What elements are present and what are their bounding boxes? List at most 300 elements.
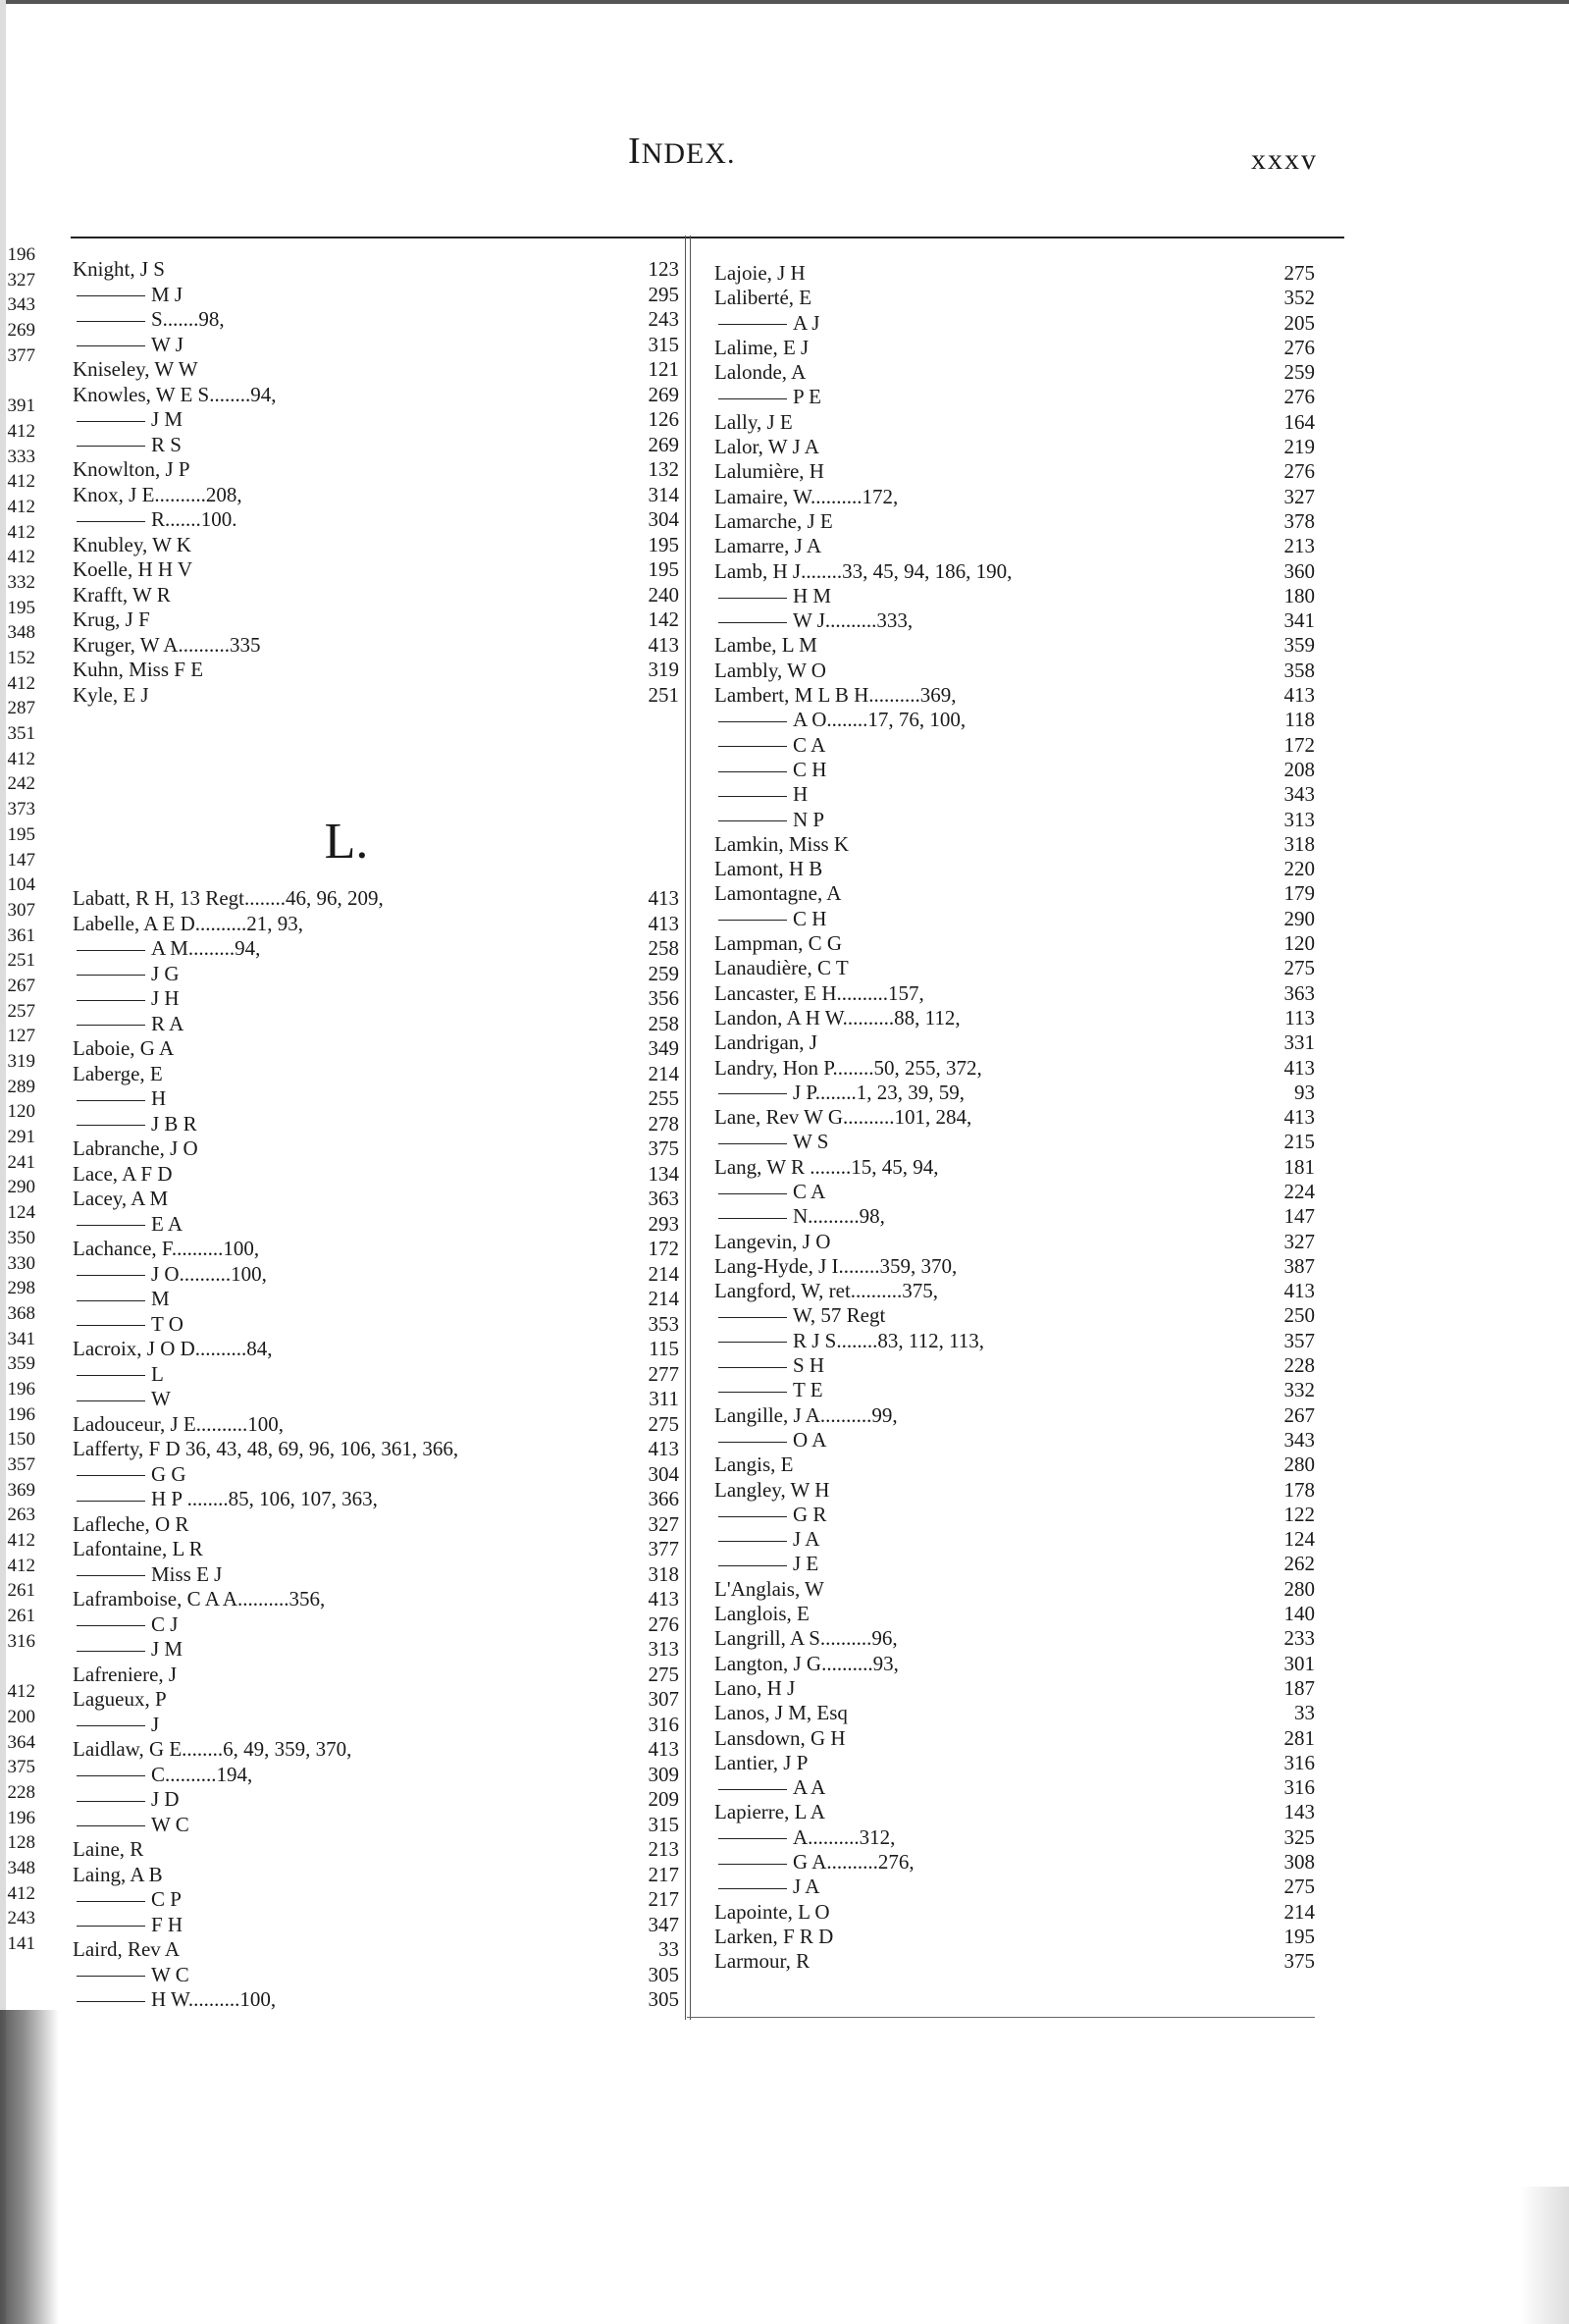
index-entry bbox=[73, 1987, 679, 2013]
index-entry bbox=[714, 1452, 1315, 1477]
index-entry bbox=[73, 1537, 679, 1562]
index-entry bbox=[73, 886, 679, 912]
entry-page-ref: 358 bbox=[1283, 658, 1315, 682]
margin-number: 241 bbox=[7, 1151, 35, 1173]
entry-page-ref: 363 bbox=[1283, 980, 1315, 1005]
sub-entry-name: A M.........94, bbox=[73, 936, 624, 962]
entry-page-ref: 275 bbox=[1283, 956, 1315, 980]
index-entry bbox=[714, 261, 1315, 286]
index-entry bbox=[73, 1036, 679, 1062]
index-entry bbox=[714, 1775, 1315, 1800]
entry-name: Lajoie, J H bbox=[714, 261, 806, 285]
index-entry bbox=[73, 1813, 679, 1838]
margin-number: 327 bbox=[7, 269, 35, 290]
entry-page-ref: 315 bbox=[648, 332, 679, 356]
index-entry bbox=[714, 1577, 1315, 1602]
index-entry bbox=[73, 1763, 679, 1788]
entry-page-ref: 413 bbox=[648, 886, 679, 910]
entry-page-ref: 215 bbox=[1283, 1130, 1315, 1154]
entry-page-ref: 228 bbox=[1283, 1353, 1315, 1378]
index-entry bbox=[73, 333, 679, 358]
sub-entry-name: H M bbox=[714, 584, 1260, 608]
index-entry bbox=[73, 1663, 679, 1688]
entry-name: Lace, A F D bbox=[73, 1161, 173, 1186]
entry-page-ref: 327 bbox=[648, 1511, 679, 1536]
margin-number: 412 bbox=[7, 1882, 35, 1904]
entry-name: Langlois, E bbox=[714, 1602, 810, 1626]
margin-number bbox=[0, 368, 35, 394]
entry-page-ref: 307 bbox=[648, 1687, 679, 1711]
entry-page-ref: 140 bbox=[1283, 1602, 1315, 1626]
entry-page-ref: 259 bbox=[1283, 360, 1315, 385]
page-title-rest: NDEX. bbox=[641, 137, 736, 170]
margin-number: 348 bbox=[7, 1858, 35, 1878]
entry-name: Lalumière, H bbox=[714, 459, 824, 484]
sub-entry-name: J G bbox=[73, 962, 624, 987]
margin-number: 369 bbox=[7, 1479, 35, 1501]
entry-name: Laird, Rev A bbox=[73, 1937, 181, 1961]
left-block-l bbox=[73, 886, 679, 2013]
margin-number: 243 bbox=[7, 1908, 35, 1929]
sub-entry-name: H bbox=[714, 782, 1260, 807]
entry-page-ref: 243 bbox=[648, 307, 679, 331]
entry-page-ref: 195 bbox=[1283, 1924, 1315, 1948]
index-entry bbox=[73, 1162, 679, 1188]
index-entry bbox=[73, 1512, 679, 1538]
index-entry bbox=[73, 1312, 679, 1338]
index-entry bbox=[714, 881, 1315, 906]
entry-name: Langis, E bbox=[714, 1452, 794, 1477]
index-entry bbox=[73, 1412, 679, 1438]
index-entry bbox=[714, 1850, 1315, 1875]
sub-entry-name: J B R bbox=[73, 1112, 624, 1137]
sub-entry-name: J M bbox=[73, 407, 624, 433]
sub-entry-name: R S bbox=[73, 433, 624, 458]
entry-page-ref: 316 bbox=[1283, 1750, 1315, 1774]
entry-page-ref: 316 bbox=[1283, 1775, 1315, 1800]
entry-page-ref: 413 bbox=[648, 911, 679, 935]
entry-page-ref: 276 bbox=[1283, 335, 1315, 359]
index-entry bbox=[714, 1503, 1315, 1527]
margin-number: 307 bbox=[7, 899, 35, 921]
entry-page-ref: 327 bbox=[1283, 484, 1315, 508]
index-entry bbox=[73, 1086, 679, 1112]
margin-number: 316 bbox=[7, 1630, 35, 1652]
margin-number: 124 bbox=[7, 1202, 35, 1224]
index-entry bbox=[714, 782, 1315, 807]
entry-page-ref: 113 bbox=[1284, 1005, 1315, 1030]
entry-page-ref: 121 bbox=[648, 357, 679, 381]
index-entry bbox=[714, 1949, 1315, 1974]
entry-page-ref: 363 bbox=[648, 1187, 679, 1210]
margin-number: 343 bbox=[7, 294, 35, 316]
margin-number bbox=[0, 1655, 35, 1680]
entry-name: Lamaire, W..........172, bbox=[714, 484, 899, 508]
sub-entry-name: R.......100. bbox=[73, 507, 624, 533]
entry-page-ref: 269 bbox=[648, 432, 679, 456]
entry-name: Lanos, J M, Esq bbox=[714, 1701, 848, 1725]
entry-name: Kniseley, W W bbox=[73, 357, 198, 381]
entry-name: Lamont, H B bbox=[714, 857, 823, 881]
sub-entry-name: C..........194, bbox=[73, 1763, 624, 1788]
sub-entry-name: C A bbox=[714, 1180, 1260, 1204]
entry-name: Lapointe, L O bbox=[714, 1899, 830, 1924]
entry-page-ref: 120 bbox=[1283, 931, 1315, 956]
entry-name: Landon, A H W..........88, 112, bbox=[714, 1005, 961, 1030]
index-entry bbox=[714, 1204, 1315, 1229]
margin-number: 412 bbox=[7, 420, 35, 442]
entry-name: Laberge, E bbox=[73, 1061, 163, 1085]
index-entry bbox=[714, 1652, 1315, 1676]
index-entry bbox=[73, 1612, 679, 1638]
index-entry bbox=[73, 607, 679, 633]
index-entry bbox=[73, 483, 679, 508]
index-entry bbox=[73, 658, 679, 683]
entry-name: Lampman, C G bbox=[714, 931, 843, 956]
index-entry bbox=[714, 459, 1315, 484]
entry-page-ref: 275 bbox=[648, 1411, 679, 1436]
sub-entry-name: C H bbox=[714, 758, 1260, 782]
entry-page-ref: 311 bbox=[649, 1387, 679, 1410]
index-entry bbox=[714, 1105, 1315, 1130]
entry-page-ref: 180 bbox=[1283, 583, 1315, 607]
entry-page-ref: 142 bbox=[648, 607, 679, 631]
entry-name: Lalime, E J bbox=[714, 335, 810, 359]
margin-number: 341 bbox=[7, 1328, 35, 1349]
entry-page-ref: 356 bbox=[648, 986, 679, 1010]
entry-page-ref: 213 bbox=[1283, 534, 1315, 558]
entry-name: Knight, J S bbox=[73, 257, 165, 281]
margin-number: 412 bbox=[7, 748, 35, 769]
margin-number: 350 bbox=[7, 1227, 35, 1248]
margin-number: 412 bbox=[7, 471, 35, 493]
entry-page-ref: 413 bbox=[1283, 1279, 1315, 1303]
index-entry bbox=[714, 633, 1315, 658]
entry-name: Lancaster, E H..........157, bbox=[714, 980, 924, 1005]
header-rule bbox=[71, 237, 1344, 238]
entry-page-ref: 313 bbox=[648, 1637, 679, 1661]
index-entry bbox=[73, 1737, 679, 1763]
sub-entry-name: H W..........100, bbox=[73, 1987, 624, 2013]
margin-number: 412 bbox=[7, 1555, 35, 1576]
index-entry bbox=[714, 808, 1315, 832]
index-entry bbox=[73, 1863, 679, 1888]
entry-name: Lambly, W O bbox=[714, 658, 826, 682]
index-entry bbox=[714, 485, 1315, 509]
margin-number: 290 bbox=[7, 1177, 35, 1198]
index-entry bbox=[714, 956, 1315, 980]
entry-page-ref: 413 bbox=[1283, 683, 1315, 708]
entry-name: Lagueux, P bbox=[73, 1687, 167, 1711]
index-entry bbox=[714, 907, 1315, 931]
entry-page-ref: 126 bbox=[648, 407, 679, 431]
entry-page-ref: 275 bbox=[1283, 261, 1315, 285]
index-entry bbox=[714, 708, 1315, 732]
entry-page-ref: 413 bbox=[1283, 1105, 1315, 1130]
index-entry bbox=[714, 584, 1315, 608]
index-entry bbox=[714, 311, 1315, 336]
margin-number: 152 bbox=[7, 648, 35, 668]
sub-entry-name: N..........98, bbox=[714, 1204, 1260, 1229]
sub-entry-name: P E bbox=[714, 385, 1260, 409]
entry-name: Langrill, A S..........96, bbox=[714, 1626, 898, 1651]
sub-entry-name: O A bbox=[714, 1428, 1260, 1452]
section-letter-heading: L. bbox=[324, 814, 369, 870]
entry-name: Kruger, W A..........335 bbox=[73, 632, 261, 657]
entry-name: Lafontaine, L R bbox=[73, 1537, 203, 1560]
sub-entry-name: C H bbox=[714, 907, 1260, 931]
entry-page-ref: 305 bbox=[648, 1987, 679, 2011]
entry-name: Laing, A B bbox=[73, 1862, 163, 1886]
entry-page-ref: 220 bbox=[1283, 857, 1315, 881]
entry-name: Knowlton, J P bbox=[73, 457, 190, 481]
index-entry bbox=[714, 1180, 1315, 1204]
margin-number: 348 bbox=[7, 622, 35, 644]
entry-name: Lang, W R ........15, 45, 94, bbox=[714, 1154, 939, 1179]
entry-name: Labatt, R H, 13 Regt........46, 96, 209, bbox=[73, 886, 384, 910]
index-entry bbox=[714, 1626, 1315, 1651]
entry-name: Langevin, J O bbox=[714, 1229, 831, 1253]
entry-page-ref: 318 bbox=[648, 1561, 679, 1586]
margin-number: 261 bbox=[7, 1606, 35, 1627]
entry-name: Labelle, A E D..........21, 93, bbox=[73, 911, 304, 935]
binding-shadow bbox=[0, 2010, 59, 2324]
index-entry bbox=[714, 1006, 1315, 1030]
entry-page-ref: 276 bbox=[1283, 459, 1315, 484]
page-number: xxxv bbox=[1251, 143, 1318, 176]
entry-name: Lambert, M L B H..........369, bbox=[714, 683, 957, 708]
entry-name: Lamontagne, A bbox=[714, 881, 842, 906]
margin-number: 373 bbox=[7, 799, 35, 820]
index-entry bbox=[714, 832, 1315, 857]
entry-page-ref: 309 bbox=[648, 1762, 679, 1786]
page-corner-shadow bbox=[1520, 2187, 1569, 2324]
index-entry bbox=[714, 1230, 1315, 1254]
sub-entry-name: C P bbox=[73, 1887, 624, 1913]
margin-number: 361 bbox=[7, 924, 35, 946]
entry-page-ref: 280 bbox=[1283, 1452, 1315, 1477]
margin-number: 261 bbox=[7, 1580, 35, 1602]
index-entry bbox=[73, 1587, 679, 1612]
margin-number: 267 bbox=[7, 975, 35, 996]
index-entry bbox=[73, 383, 679, 408]
index-entry bbox=[714, 1353, 1315, 1378]
margin-number: 147 bbox=[7, 849, 35, 871]
margin-number: 228 bbox=[7, 1781, 35, 1803]
entry-name: Lalonde, A bbox=[714, 360, 807, 385]
index-entry bbox=[714, 1701, 1315, 1725]
entry-page-ref: 313 bbox=[1283, 807, 1315, 831]
index-entry bbox=[73, 912, 679, 937]
entry-page-ref: 343 bbox=[1283, 782, 1315, 807]
sub-entry-name: J M bbox=[73, 1637, 624, 1663]
entry-page-ref: 214 bbox=[1283, 1899, 1315, 1924]
entry-page-ref: 293 bbox=[648, 1211, 679, 1236]
entry-page-ref: 187 bbox=[1283, 1675, 1315, 1700]
index-entry bbox=[714, 608, 1315, 633]
entry-page-ref: 359 bbox=[1283, 633, 1315, 658]
entry-name: Kuhn, Miss F E bbox=[73, 658, 204, 681]
margin-number: 412 bbox=[7, 521, 35, 543]
entry-name: Lachance, F..........100, bbox=[73, 1237, 260, 1260]
index-entry bbox=[73, 962, 679, 987]
entry-name: Lapierre, L A bbox=[714, 1800, 825, 1824]
entry-page-ref: 375 bbox=[1283, 1949, 1315, 1974]
margin-number: 375 bbox=[7, 1757, 35, 1778]
entry-page-ref: 304 bbox=[648, 507, 679, 531]
entry-page-ref: 214 bbox=[648, 1287, 679, 1310]
entry-name: Krug, J F bbox=[73, 607, 150, 631]
entry-page-ref: 278 bbox=[648, 1111, 679, 1136]
index-entry bbox=[714, 1403, 1315, 1428]
index-entry bbox=[714, 733, 1315, 758]
sub-entry-name: E A bbox=[73, 1212, 624, 1238]
entry-page-ref: 208 bbox=[1283, 757, 1315, 781]
sub-entry-name: W J..........333, bbox=[714, 608, 1260, 633]
index-entry bbox=[73, 433, 679, 458]
sub-entry-name: C J bbox=[73, 1612, 624, 1638]
index-entry bbox=[73, 1487, 679, 1512]
entry-page-ref: 33 bbox=[1294, 1701, 1315, 1725]
index-entry bbox=[73, 1963, 679, 1988]
index-entry bbox=[714, 981, 1315, 1006]
margin-number: 127 bbox=[7, 1026, 35, 1047]
entry-page-ref: 251 bbox=[648, 682, 679, 707]
margin-number: 319 bbox=[7, 1051, 35, 1072]
index-entry bbox=[73, 557, 679, 583]
index-entry bbox=[714, 1527, 1315, 1552]
margin-number: 196 bbox=[7, 244, 35, 265]
margin-number: 412 bbox=[7, 547, 35, 568]
entry-page-ref: 118 bbox=[1284, 708, 1315, 732]
sub-entry-name: T E bbox=[714, 1378, 1260, 1402]
entry-page-ref: 224 bbox=[1283, 1179, 1315, 1203]
entry-page-ref: 269 bbox=[648, 382, 679, 406]
sub-entry-name: C A bbox=[714, 733, 1260, 758]
entry-name: Koelle, H H V bbox=[73, 557, 193, 581]
margin-number: 251 bbox=[7, 950, 35, 972]
margin-number: 195 bbox=[7, 823, 35, 845]
margin-number: 298 bbox=[7, 1278, 35, 1299]
column-divider bbox=[685, 236, 691, 2020]
entry-page-ref: 164 bbox=[1283, 409, 1315, 434]
index-entry bbox=[73, 1562, 679, 1588]
entry-page-ref: 295 bbox=[648, 282, 679, 306]
entry-name: Lafleche, O R bbox=[73, 1511, 189, 1536]
sub-entry-name: N P bbox=[714, 808, 1260, 832]
index-entry bbox=[73, 1787, 679, 1813]
entry-page-ref: 123 bbox=[648, 257, 679, 281]
entry-page-ref: 172 bbox=[1283, 732, 1315, 757]
margin-number: 128 bbox=[7, 1832, 35, 1854]
index-entry bbox=[73, 683, 679, 709]
index-entry bbox=[73, 1136, 679, 1162]
sub-entry-name: W C bbox=[73, 1813, 624, 1838]
margin-number: 200 bbox=[7, 1706, 35, 1727]
entry-name: Lamb, H J........33, 45, 94, 186, 190, bbox=[714, 558, 1013, 583]
entry-page-ref: 275 bbox=[648, 1662, 679, 1686]
index-entry bbox=[73, 283, 679, 308]
margin-number: 242 bbox=[7, 773, 35, 795]
sub-entry-name: T O bbox=[73, 1312, 624, 1338]
index-entry bbox=[73, 1462, 679, 1488]
margin-number: 196 bbox=[7, 1378, 35, 1400]
margin-number: 196 bbox=[7, 1807, 35, 1828]
index-entry bbox=[73, 1187, 679, 1212]
entry-page-ref: 314 bbox=[648, 482, 679, 506]
entry-page-ref: 413 bbox=[648, 632, 679, 657]
index-entry bbox=[714, 435, 1315, 459]
entry-page-ref: 134 bbox=[648, 1161, 679, 1186]
index-entry bbox=[73, 257, 679, 283]
entry-page-ref: 366 bbox=[648, 1487, 679, 1510]
entry-page-ref: 290 bbox=[1283, 906, 1315, 930]
margin-number: 364 bbox=[7, 1731, 35, 1753]
entry-page-ref: 331 bbox=[1283, 1030, 1315, 1055]
entry-name: Ladouceur, J E..........100, bbox=[73, 1411, 284, 1436]
index-entry bbox=[73, 1362, 679, 1388]
entry-name: Langford, W, ret..........375, bbox=[714, 1279, 939, 1303]
margin-number: 357 bbox=[7, 1454, 35, 1475]
entry-name: Landrigan, J bbox=[714, 1030, 817, 1055]
sub-entry-name: J O..........100, bbox=[73, 1262, 624, 1288]
index-entry bbox=[73, 1913, 679, 1938]
index-entry bbox=[714, 1056, 1315, 1081]
entry-page-ref: 276 bbox=[1283, 385, 1315, 409]
index-entry bbox=[714, 1030, 1315, 1055]
index-entry bbox=[714, 286, 1315, 310]
entry-name: Lafferty, F D 36, 43, 48, 69, 96, 106, 361, 366, bbox=[73, 1437, 459, 1460]
entry-name: Lacey, A M bbox=[73, 1187, 169, 1210]
entry-name: Kyle, E J bbox=[73, 682, 149, 707]
entry-page-ref: 143 bbox=[1283, 1800, 1315, 1824]
entry-page-ref: 341 bbox=[1283, 608, 1315, 633]
entry-page-ref: 195 bbox=[648, 532, 679, 556]
entry-name: Knowles, W E S........94, bbox=[73, 382, 277, 406]
entry-page-ref: 315 bbox=[648, 1812, 679, 1836]
index-entry bbox=[714, 683, 1315, 708]
entry-name: Lamarre, J A bbox=[714, 534, 822, 558]
entry-page-ref: 93 bbox=[1294, 1080, 1315, 1104]
entry-page-ref: 413 bbox=[648, 1587, 679, 1611]
index-entry bbox=[73, 1337, 679, 1362]
margin-number: 330 bbox=[7, 1252, 35, 1274]
entry-page-ref: 277 bbox=[648, 1361, 679, 1386]
sub-entry-name: W bbox=[73, 1387, 624, 1412]
entry-page-ref: 276 bbox=[648, 1611, 679, 1636]
entry-page-ref: 280 bbox=[1283, 1576, 1315, 1601]
entry-name: Lally, J E bbox=[714, 409, 793, 434]
entry-page-ref: 250 bbox=[1283, 1303, 1315, 1328]
index-entry bbox=[73, 633, 679, 659]
entry-name: Landry, Hon P........50, 255, 372, bbox=[714, 1055, 982, 1080]
index-entry bbox=[73, 457, 679, 483]
index-entry bbox=[714, 659, 1315, 683]
margin-number: 391 bbox=[7, 396, 35, 417]
entry-page-ref: 413 bbox=[1283, 1055, 1315, 1080]
entry-page-ref: 305 bbox=[648, 1962, 679, 1986]
entry-name: Krafft, W R bbox=[73, 582, 171, 607]
entry-page-ref: 301 bbox=[1283, 1651, 1315, 1675]
sub-entry-name: J H bbox=[73, 986, 624, 1012]
entry-name: Lang-Hyde, J I........359, 370, bbox=[714, 1253, 958, 1278]
left-column bbox=[73, 257, 679, 2013]
entry-page-ref: 115 bbox=[649, 1337, 679, 1360]
entry-page-ref: 205 bbox=[1283, 310, 1315, 335]
entry-page-ref: 147 bbox=[1283, 1204, 1315, 1229]
entry-page-ref: 217 bbox=[648, 1887, 679, 1911]
entry-name: Lantier, J P bbox=[714, 1750, 809, 1774]
